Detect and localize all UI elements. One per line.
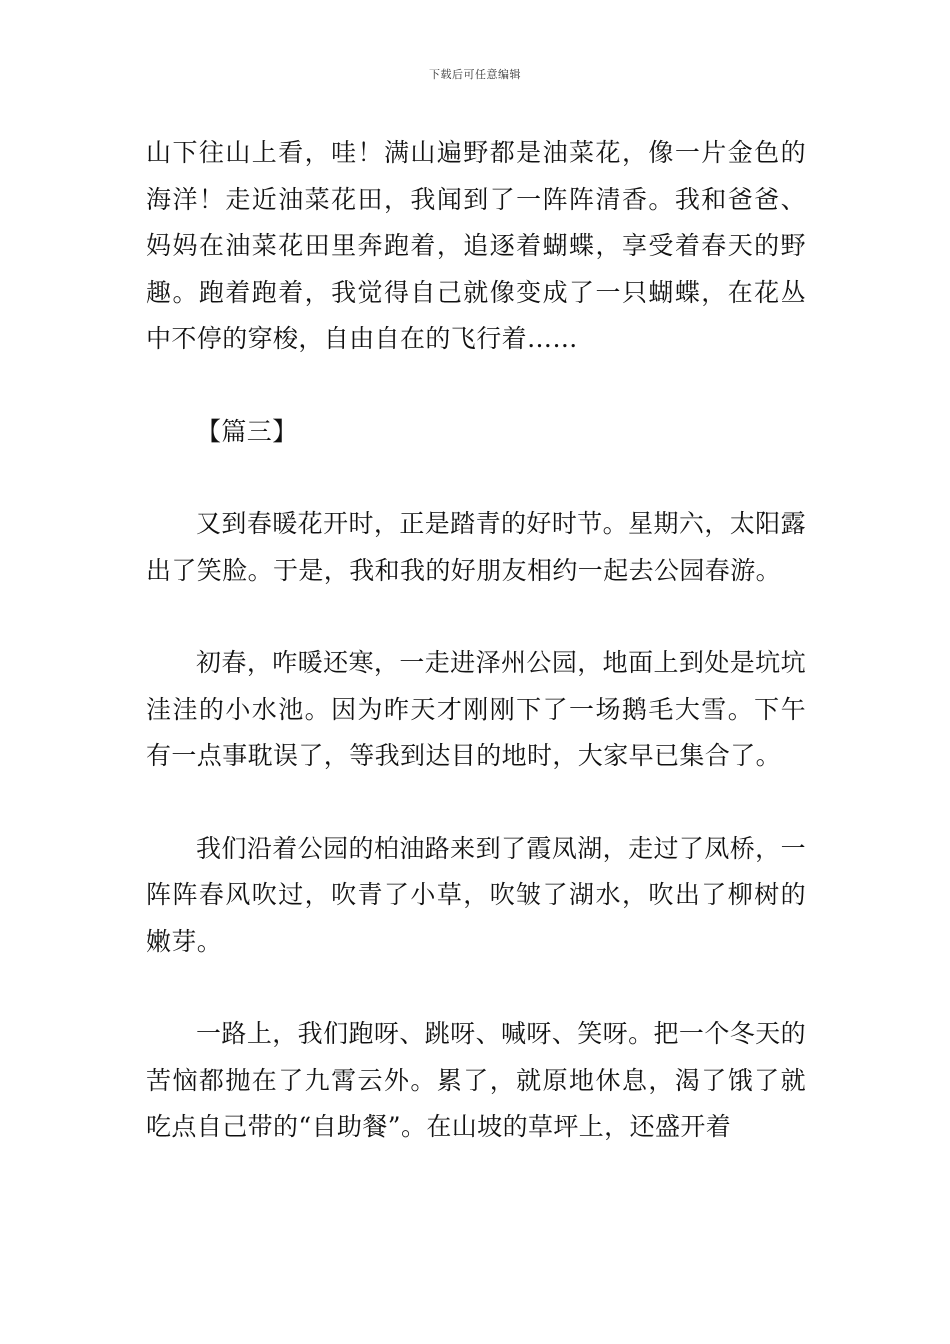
document-body (146, 130, 806, 1197)
paragraph: 初春，咋暖还寒，一走进泽州公园，地面上到处是坑坑洼洼的小水池。因为昨天才刚刚下了一场鹅毛大雪。下午有一点事耽误了，等我到达目的地时，大家早已集合了。 (146, 648, 806, 770)
header-note: 下载后可任意编辑 (429, 68, 521, 81)
paragraph: 我们沿着公园的柏油路来到了霞凤湖，走过了凤桥，一阵阵春风吹过，吹青了小草，吹皱了湖水，吹出了柳树的嫩芽。 (146, 833, 806, 956)
section-heading: 【篇三】 (196, 416, 298, 446)
paragraph-continued: 山下往山上看，哇！满山遍野都是油菜花，像一片金色的海洋！走近油菜花田，我闻到了一阵阵清香。我和爸爸、妈妈在油菜花田里奔跑着，追逐着蝴蝶，享受着春天的野趣。跑着跑着，我觉得自己就像变成了一只蝴蝶，在花丛中不停的穿梭，自由自在的飞行着…… (146, 138, 806, 353)
paragraph: 一路上，我们跑呀、跳呀、喊呀、笑呀。把一个冬天的苦恼都抛在了九霄云外。累了，就原地休息，渴了饿了就吃点自己带的“自助餐”。在山坡的草坪上，还盛开着 (146, 1019, 806, 1141)
paragraph: 又到春暖花开时，正是踏青的好时节。星期六，太阳露出了笑脸。于是，我和我的好朋友相约一起去公园春游。 (146, 509, 806, 585)
